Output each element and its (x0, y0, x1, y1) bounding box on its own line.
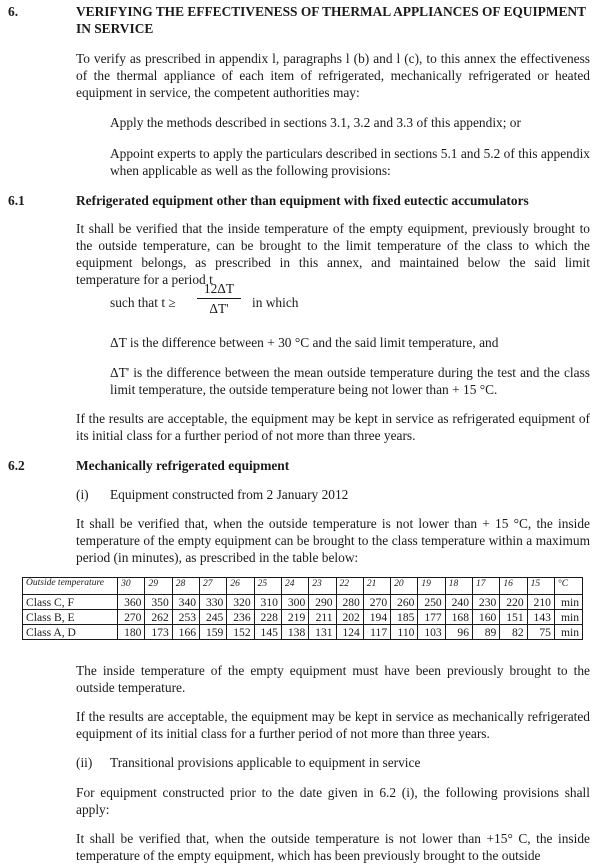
table-cell: 250 (418, 595, 445, 610)
formula-lead: such that t ≥ (110, 295, 176, 310)
table-header-temperature: 30 (118, 578, 145, 595)
table-header-temperature: 24 (281, 578, 308, 595)
table-header-temperature: 28 (172, 578, 199, 595)
table-cell: 194 (363, 610, 390, 625)
table-header-temperature: 23 (309, 578, 336, 595)
table-row-label: Class A, D (23, 625, 118, 640)
table-cell: 210 (527, 595, 554, 610)
table-cell: 236 (227, 610, 254, 625)
table-cell: 245 (200, 610, 227, 625)
table-cell: 219 (281, 610, 308, 625)
table-cell: 220 (500, 595, 527, 610)
table-cell: 103 (418, 625, 445, 640)
section-6-option-2: Appoint experts to apply the particulars described in sections 5.1 and 5.2 of this appendix when applicable as well as the following provisions: (110, 146, 590, 178)
table-cell: 253 (172, 610, 199, 625)
table-cell: 82 (500, 625, 527, 640)
table-cell: 151 (500, 610, 527, 625)
table-cell: 228 (254, 610, 281, 625)
table-cell: 270 (363, 595, 390, 610)
table-cell: 290 (309, 595, 336, 610)
table-row-label: Class C, F (23, 595, 118, 610)
item-ii-body-2: It shall be verified that, when the outside temperature is not lower than +15° C, the inside temperature of the empty equipment, which has been previously brought to the outside (76, 831, 590, 863)
table-cell: 173 (145, 625, 172, 640)
table-cell: 300 (281, 595, 308, 610)
item-i-title: Equipment constructed from 2 January 2012 (110, 487, 349, 502)
section-6-2-number: 6.2 (8, 458, 25, 473)
temperature-time-table (22, 577, 583, 640)
table-cell: 340 (172, 595, 199, 610)
formula-numerator: 12ΔT (197, 280, 241, 299)
table-row-unit: min (554, 625, 582, 640)
item-ii-body: For equipment constructed prior to the date given in 6.2 (i), the following provisions shall apply: (76, 785, 590, 817)
definition-delta-t: ΔT is the difference between + 30 °C and the said limit temperature, and (110, 335, 499, 350)
table-cell: 89 (473, 625, 500, 640)
table-cell: 330 (200, 595, 227, 610)
section-6-2-result: If the results are acceptable, the equipment may be kept in service as mechanically refrigerated equipment of its initial class for a further period of not more than three years. (76, 709, 590, 741)
table-cell: 360 (118, 595, 145, 610)
table-header-temperature: 19 (418, 578, 445, 595)
table-header-temperature: 26 (227, 578, 254, 595)
section-6-option-1: Apply the methods described in sections 3.1, 3.2 and 3.3 of this appendix; or (110, 115, 521, 130)
table-cell: 230 (473, 595, 500, 610)
section-6-1-number: 6.1 (8, 193, 25, 208)
table-row-label: Class B, E (23, 610, 118, 625)
table-cell: 185 (391, 610, 418, 625)
section-6-number: 6. (8, 4, 19, 19)
table-cell: 96 (445, 625, 472, 640)
table-cell: 166 (172, 625, 199, 640)
table-header-temperature: 15 (527, 578, 554, 595)
table-header-row (23, 578, 583, 595)
section-6-1-body: It shall be verified that the inside temperature of the empty equipment, previously brought to the outside temperature, can be brought to the limit temperature of the class to which the equipment belongs, as prescribed in this annex, and maintained below the said limit temperature for a period t (76, 221, 590, 287)
item-i-body: It shall be verified that, when the outside temperature is not lower than + 15 °C, the inside temperature of the empty equipment can be brought to the class temperature within a maximum period (in minutes), as prescribed in the table below: (76, 516, 590, 565)
table-cell: 202 (336, 610, 363, 625)
section-6-title-line1: VERIFYING THE EFFECTIVENESS OF THERMAL APPLIANCES OF EQUIPMENT (76, 4, 587, 19)
table-cell: 145 (254, 625, 281, 640)
table-cell: 240 (445, 595, 472, 610)
table-header-temperature: 21 (363, 578, 390, 595)
table-header-temperature: 17 (473, 578, 500, 595)
table-row-unit: min (554, 610, 582, 625)
table-header-unit: °C (554, 578, 582, 595)
item-ii-title: Transitional provisions applicable to equipment in service (110, 755, 421, 770)
table-header-temperature: 22 (336, 578, 363, 595)
section-6-1-result: If the results are acceptable, the equipment may be kept in service as refrigerated equipment of its initial class for a further period of not more than three years. (76, 411, 590, 443)
table-cell: 262 (145, 610, 172, 625)
table-cell: 75 (527, 625, 554, 640)
definition-delta-t-prime: ΔT' is the difference between the mean outside temperature during the test and the class limit temperature, the outside temperature being not lower than + 15 °C. (110, 365, 590, 397)
after-table-text: The inside temperature of the empty equipment must have been previously brought to the outside temperature. (76, 663, 590, 695)
table-cell: 211 (309, 610, 336, 625)
table-cell: 143 (527, 610, 554, 625)
table-cell: 177 (418, 610, 445, 625)
table-cell: 280 (336, 595, 363, 610)
table-cell: 110 (391, 625, 418, 640)
formula (110, 280, 410, 320)
table-cell: 152 (227, 625, 254, 640)
table-header-temperature: 29 (145, 578, 172, 595)
section-6-intro: To verify as prescribed in appendix l, paragraphs l (b) and l (c), to this annex the effectiveness of the thermal appliance of each item of refrigerated, mechanically refrigerated or heated equipment in service, the competent authorities may: (76, 51, 590, 100)
table-cell: 117 (363, 625, 390, 640)
table-row (23, 610, 583, 625)
formula-fraction (197, 280, 241, 317)
section-6-title-line2: IN SERVICE (76, 21, 154, 36)
table-row (23, 595, 583, 610)
table-row-unit: min (554, 595, 582, 610)
table-header-temperature: 27 (200, 578, 227, 595)
section-6-2-title: Mechanically refrigerated equipment (76, 458, 290, 473)
formula-denominator: ΔT' (209, 301, 229, 316)
table-header-temperature: 18 (445, 578, 472, 595)
table-cell: 168 (445, 610, 472, 625)
table-header-label: Outside temperature (23, 578, 118, 595)
table-cell: 159 (200, 625, 227, 640)
table-header-temperature: 20 (391, 578, 418, 595)
table-cell: 138 (281, 625, 308, 640)
item-ii-marker: (ii) (76, 755, 93, 770)
item-i-marker: (i) (76, 487, 89, 502)
section-6-1-title: Refrigerated equipment other than equipment with fixed eutectic accumulators (76, 193, 529, 208)
table-header-temperature: 16 (500, 578, 527, 595)
table-cell: 131 (309, 625, 336, 640)
table-cell: 260 (391, 595, 418, 610)
table-cell: 180 (118, 625, 145, 640)
table-cell: 350 (145, 595, 172, 610)
table-cell: 270 (118, 610, 145, 625)
table-cell: 160 (473, 610, 500, 625)
table-cell: 320 (227, 595, 254, 610)
table-header-temperature: 25 (254, 578, 281, 595)
table-row (23, 625, 583, 640)
formula-tail: in which (252, 295, 299, 310)
table-cell: 310 (254, 595, 281, 610)
table-cell: 124 (336, 625, 363, 640)
